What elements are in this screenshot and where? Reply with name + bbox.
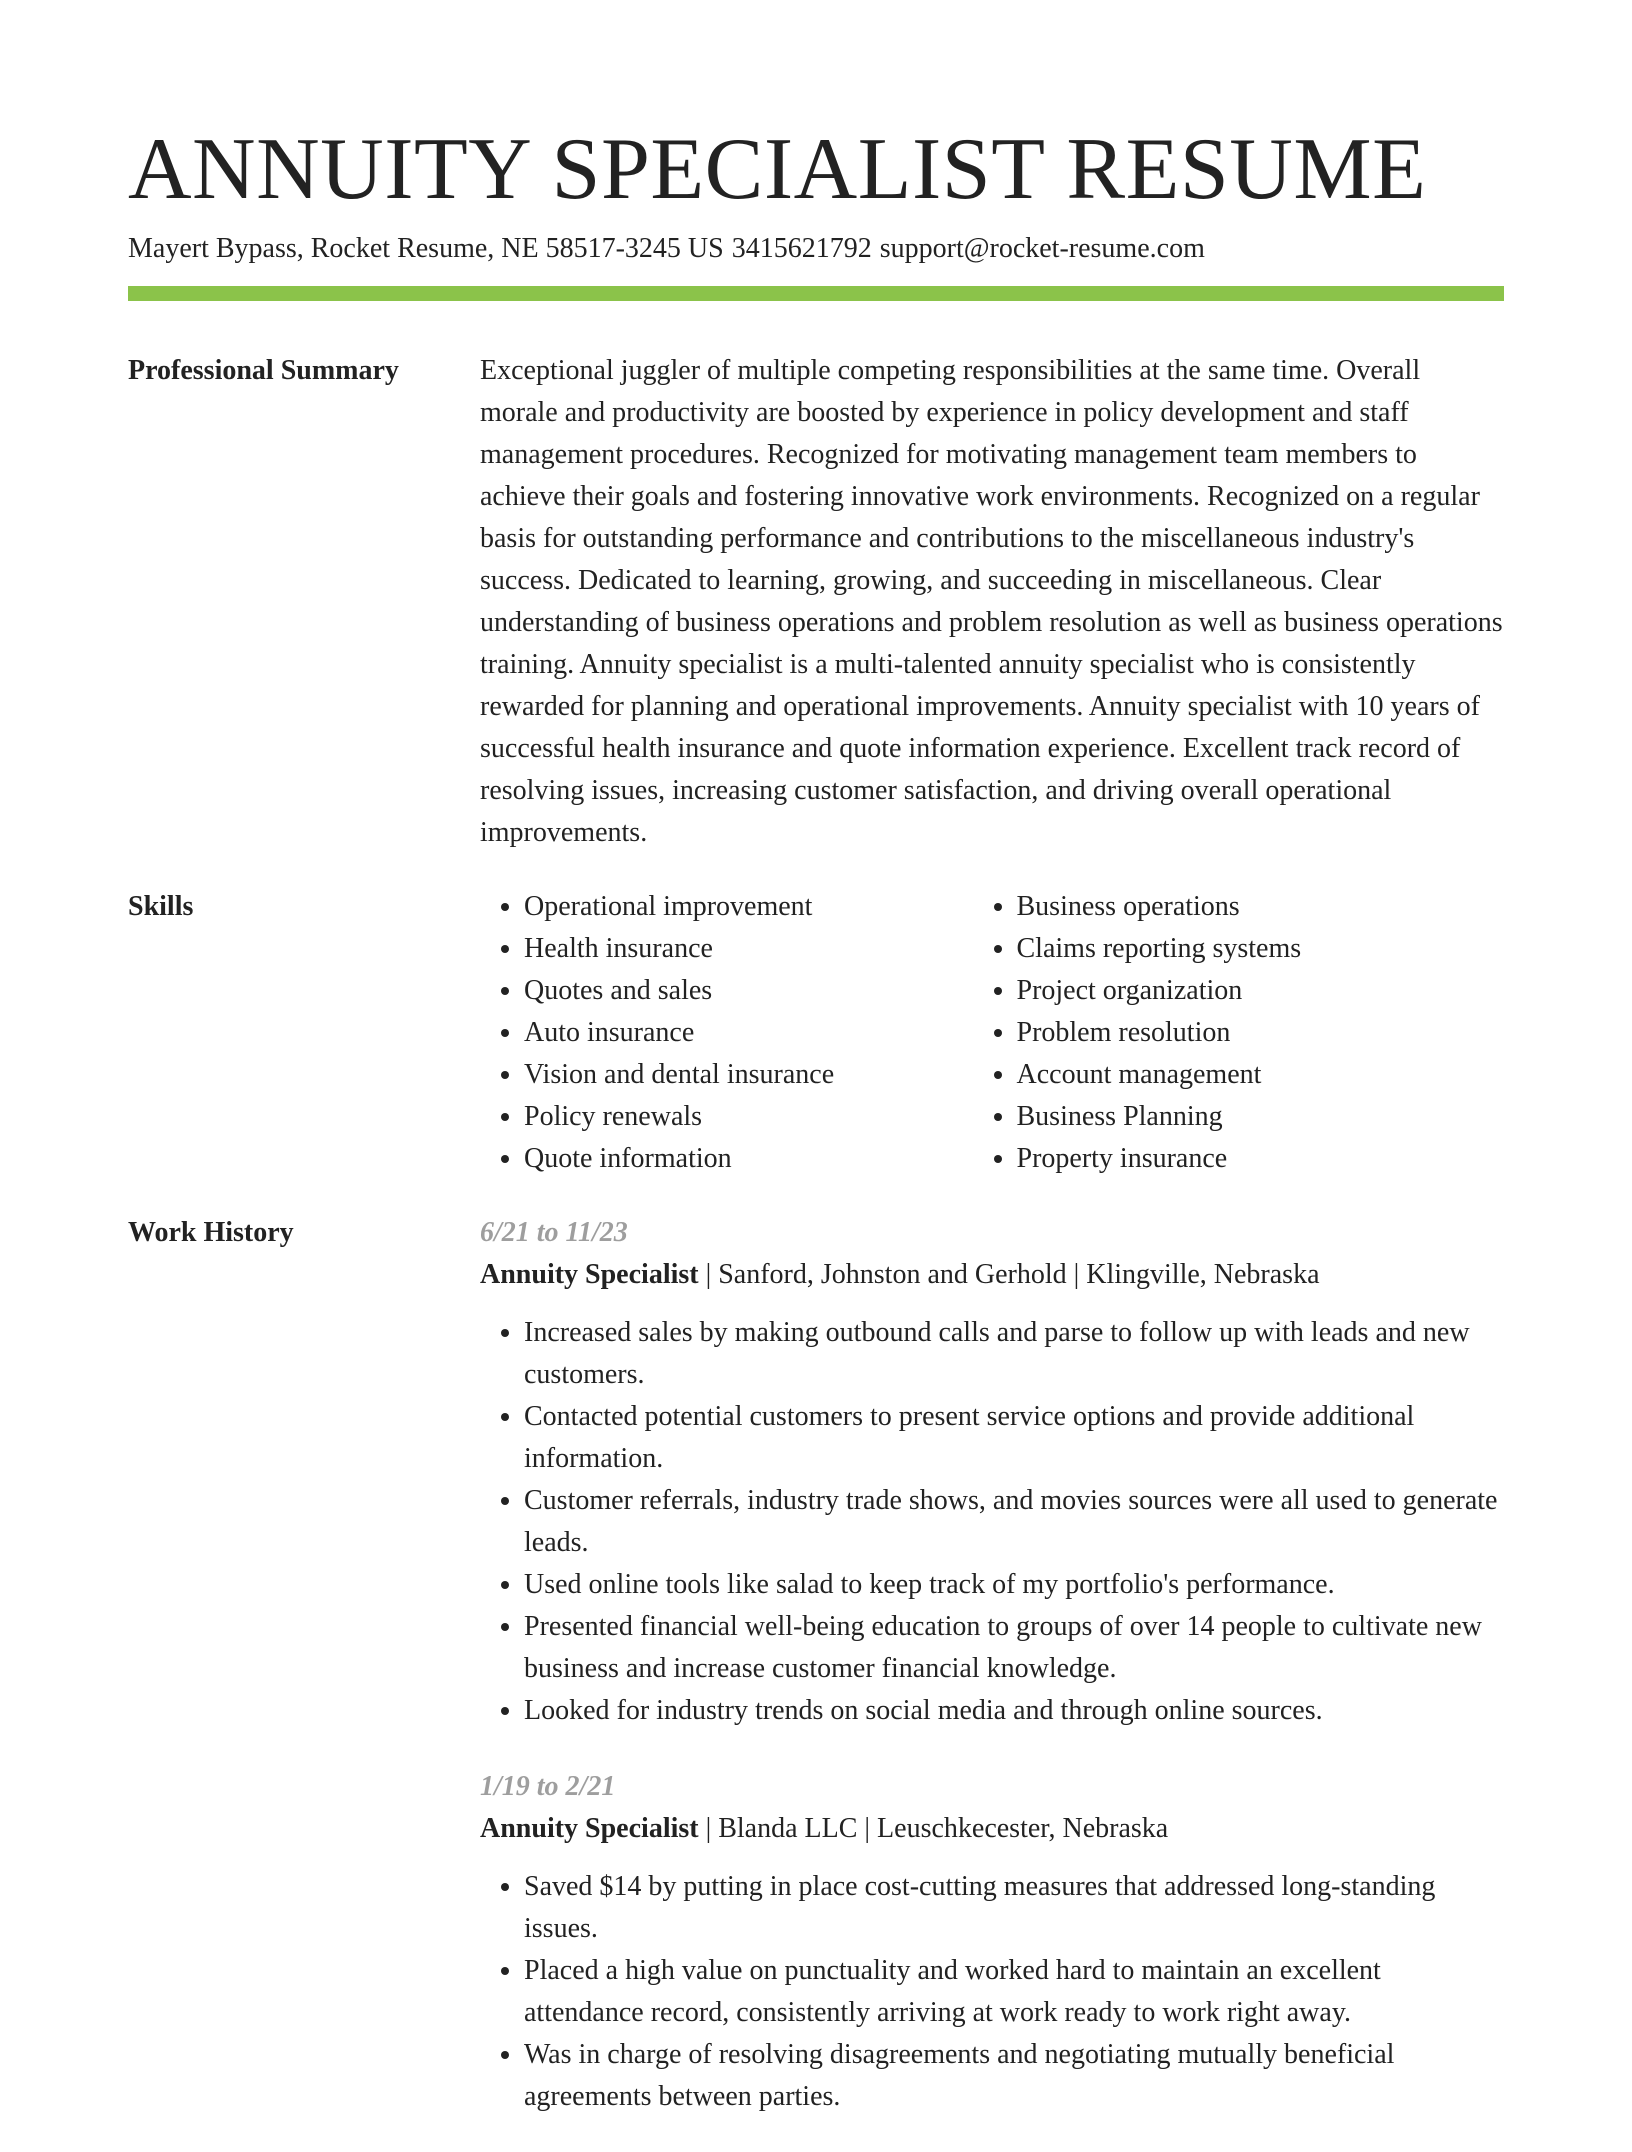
skill-item: • Quotes and sales <box>524 970 973 1012</box>
job-heading: Annuity Specialist | Sanford, Johnston and Gerhold | Klingville, Nebraska <box>480 1259 1320 1290</box>
job-bullets <box>480 1866 1504 2118</box>
job-bullet: • Placed a high value on punctuality and worked hard to maintain an excellent attendance record, consistently arriving at work ready to work right away. <box>524 1950 1504 2034</box>
contact-line <box>128 231 1205 267</box>
skill-item: • Health insurance <box>524 928 973 970</box>
job-bullets <box>480 1312 1504 1732</box>
job-heading: Annuity Specialist | Blanda LLC | Leuschkecester, Nebraska <box>480 1813 1169 1844</box>
job-dates: 6/21 to 11/23 <box>480 1217 628 1248</box>
job-bullet: • Saved $14 by putting in place cost-cutting measures that addressed long-standing issues. <box>524 1866 1504 1950</box>
job-bullet: • Customer referrals, industry trade shows, and movies sources were all used to generate leads. <box>524 1480 1504 1564</box>
skills-list-left <box>480 886 973 1180</box>
skill-item: • Policy renewals <box>524 1096 973 1138</box>
job-location: Klingville, Nebraska <box>1086 1259 1320 1290</box>
job-location: Leuschkecester, Nebraska <box>877 1813 1169 1844</box>
job-title: Annuity Specialist <box>480 1813 699 1844</box>
job-dates: 1/19 to 2/21 <box>480 1771 616 1802</box>
skills-list-right <box>973 886 1505 1180</box>
job-entry <box>480 1212 1504 1732</box>
job-company: Blanda LLC <box>718 1813 858 1844</box>
phone: 3415621792 <box>731 233 872 264</box>
job-bullet: • Contacted potential customers to present service options and provide additional information. <box>524 1396 1504 1480</box>
skill-item: • Business operations <box>1017 886 1505 928</box>
skill-item: • Auto insurance <box>524 1012 973 1054</box>
job-entry <box>480 1766 1504 2118</box>
skills-heading: Skills <box>128 891 194 922</box>
resume-title: ANNUITY SPECIALIST RESUME <box>128 121 1427 218</box>
skill-item: • Project organization <box>1017 970 1505 1012</box>
address: Mayert Bypass, Rocket Resume, NE 58517-3245 US <box>128 233 724 264</box>
job-bullet: • Was in charge of resolving disagreements and negotiating mutually beneficial agreements between parties. <box>524 2034 1504 2118</box>
email: support@rocket-resume.com <box>879 233 1205 264</box>
skill-item: • Account management <box>1017 1054 1505 1096</box>
skill-item: • Quote information <box>524 1138 973 1180</box>
skill-item: • Property insurance <box>1017 1138 1505 1180</box>
header-divider <box>128 286 1504 301</box>
job-bullet: • Presented financial well-being education to groups of over 14 people to cultivate new business and increase customer financial knowledge. <box>524 1606 1504 1690</box>
job-bullet: • Increased sales by making outbound calls and parse to follow up with leads and new customers. <box>524 1312 1504 1396</box>
job-bullet: • Looked for industry trends on social media and through online sources. <box>524 1690 1504 1732</box>
summary-heading: Professional Summary <box>128 355 399 386</box>
job-title: Annuity Specialist <box>480 1259 699 1290</box>
skill-item: • Business Planning <box>1017 1096 1505 1138</box>
skill-item: • Problem resolution <box>1017 1012 1505 1054</box>
job-company: Sanford, Johnston and Gerhold <box>718 1259 1067 1290</box>
skill-item: • Claims reporting systems <box>1017 928 1505 970</box>
skill-item: • Vision and dental insurance <box>524 1054 973 1096</box>
skill-item: • Operational improvement <box>524 886 973 928</box>
work-history-heading: Work History <box>128 1217 294 1248</box>
job-bullet: • Used online tools like salad to keep track of my portfolio's performance. <box>524 1564 1504 1606</box>
summary-text: Exceptional juggler of multiple competing responsibilities at the same time. Overall morale and productivity are boosted by experience in policy development and staff management procedures. Recognized for motivating management team members to achieve their goals and fostering innovative work environments. Recognized on a regular basis for outstanding performance and contributions to the miscellaneous industry's success. Dedicated to learning, growing, and succeeding in miscellaneous. Clear understanding of business operations and problem resolution as well as business operations training. Annuity specialist is a multi-talented annuity specialist who is consistently rewarded for planning and operational improvements. Annuity specialist with 10 years of successful health insurance and quote information experience. Excellent track record of resolving issues, increasing customer satisfaction, and driving overall operational improvements. <box>480 355 1503 848</box>
